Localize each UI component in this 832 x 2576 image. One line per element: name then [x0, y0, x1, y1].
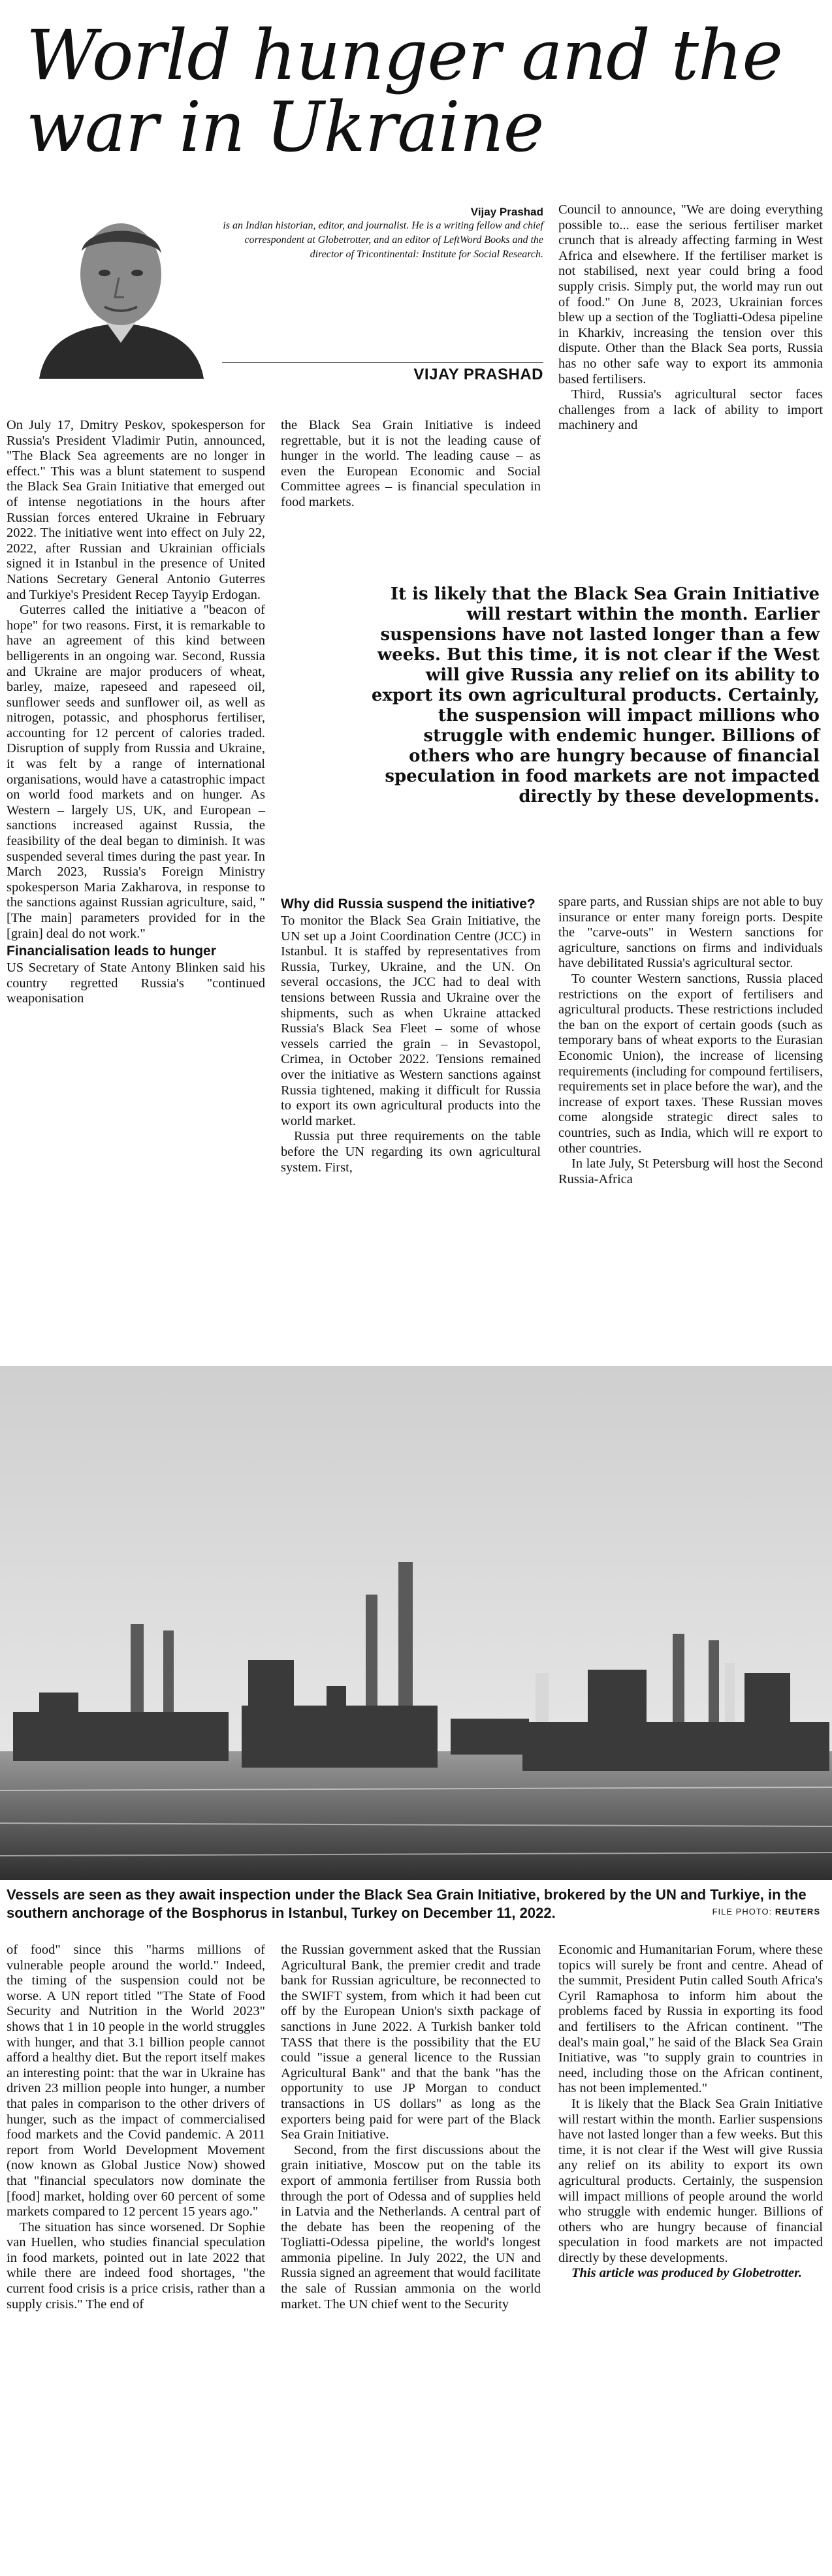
- paragraph: Economic and Humanitarian Forum, where these topics will surely be front and centre. Ahead of the summit, President Putin called South Africa's Cyril Ramaphosa to inform him about the problems faced by Russia in exporting its food and fertilisers to the African continent. "The deal's main goal," he said of the Black Sea Grain Initiative, was "to supply grain to countries in need, including those on the African continent, has not been implemented.": [558, 1943, 823, 2096]
- photo-credit: [712, 1907, 820, 1916]
- paragraph: It is likely that the Black Sea Grain Initiative will restart within the month. Earlier suspensions have not lasted longer than a few weeks. But this time, it is not clear if the West will give Russia any relief on its ability to export its own agricultural products. Certainly, the suspension will impact millions of people around the world who struggle with endemic hunger. Billions of others who are hungry because of financial speculation in food markets are not impacted directly by these developments.: [558, 2096, 823, 2265]
- column-1: [7, 418, 265, 1007]
- byline: VIJAY PRASHAD: [413, 366, 543, 383]
- paragraph: Third, Russia's agricultural sector faces challenges from a lack of ability to import machinery and: [558, 387, 823, 433]
- news-photo: [0, 1366, 832, 1880]
- paragraph: the Black Sea Grain Initiative is indeed regrettable, but it is not the leading cause of hunger in the world. The leading cause – as even the European Economic and Social Committee agrees – is financial speculation in food markets.: [281, 418, 541, 509]
- column-2-bottom: [281, 895, 541, 1175]
- pull-quote: It is likely that the Black Sea Grain Initiative will restart within the month. Earlier suspensions have not lasted longer than a few weeks. But this time, it is not clear if the West will give Russia any relief on its ability to export its own agricultural products. Certainly, the suspension will impact millions who struggle with endemic hunger. Billions of others who are hungry because of financial speculation in food markets are not impacted directly by these developments.: [371, 584, 820, 806]
- paragraph: the Russian government asked that the Russian Agricultural Bank, the premier credit and trade bank for Russian agriculture, be reconnected to the SWIFT system, from which it had been cut off by the European Union's sixth package of sanctions in June 2022. A Turkish banker told TASS that there is the possibility that the EU could "issue a general licence to the Russian Agricultural Bank" and that the bank "has the opportunity to use JP Morgan to conduct transactions in US dollars" as long as the exporters being paid for were part of the Black Sea Grain Initiative.: [281, 1943, 541, 2142]
- author-bio: is an Indian historian, editor, and journalist. He is a writing fellow and chief correspondent at Globetrotter, and an editor of LeftWord Books and the director of Tricontinental: Institute for Social Research.: [223, 220, 543, 260]
- column-4: [7, 1943, 265, 2312]
- paragraph: To counter Western sanctions, Russia placed restrictions on the export of fertilisers and agricultural products. These restrictions included the ban on the export of certain goods (such as temporary bans of wheat exports to the Eurasian Economic Union), the increase of licensing requirements (including for compound fertilisers, requirements set in place before the war), and the increase of export taxes. These Russian moves come alongside strategic direct sales to countries, such as India, which will re export to other countries.: [558, 971, 823, 1156]
- photo-caption: Vessels are seen as they await inspection under the Black Sea Grain Initiative, brokered by the UN and Turkiye, in the southern anchorage of the Bosphorus in Istanbul, Turkey on December 11, 2022.: [7, 1886, 807, 1921]
- byline-divider: [222, 362, 543, 363]
- paragraph: spare parts, and Russian ships are not able to buy insurance or enter many foreign ports. Despite the "carve-outs" in Western sanctions for agriculture, sanctions on firms and individuals have debilitated Russia's agricultural sector.: [558, 895, 823, 971]
- author-info: [222, 206, 543, 262]
- subheading: Why did Russia suspend the initiative?: [281, 897, 536, 912]
- column-2-top: [281, 418, 541, 511]
- column-5: [281, 1943, 541, 2312]
- end-note: This article was produced by Globetrotter.: [571, 2266, 803, 2281]
- paragraph: On July 17, Dmitry Peskov, spokesperson for Russia's President Vladimir Putin, announced, "The Black Sea agreements are no longer in effect." This was a blunt statement to suspend the Black Sea Grain Initiative that emerged out of intense negotiations in the hours after Russian forces entered Ukraine in February 2022. The initiative went into effect on July 22, 2022, after Russian and Ukrainian officials signed it in Istanbul in the presence of United Nations Secretary General Antonio Guterres and Turkiye's President Recep Tayyip Erdogan.: [7, 418, 265, 602]
- paragraph: The situation has since worsened. Dr Sophie van Huellen, who studies financial speculation in food markets, pointed out in late 2022 that while there are indeed food shortages, "the current food crisis is a price crisis, rather than a supply crisis." The end of: [7, 2219, 265, 2312]
- credit-label: FILE PHOTO:: [712, 1907, 773, 1916]
- column-3-top: [558, 202, 823, 434]
- paragraph: Council to announce, "We are doing everything possible to... ease the serious fertiliser market crunch that is already affecting farming in West Africa and elsewhere. If the fertiliser market is not stabilised, next year could bring a food supply crisis. Simply put, the world may run out of food." On June 8, 2023, Ukrainian forces blew up a section of the Togliatti-Odesa pipeline in Kharkiv, increasing the tension over this dispute. Other than the Black Sea ports, Russia has no other safe way to export its ammonia based fertilisers.: [558, 202, 823, 387]
- paragraph: Second, from the first discussions about the grain initiative, Moscow put on the table its export of ammonia fertiliser from Russia both through the port of Odessa and of supplies held in Latvia and the Netherlands. A central part of the debate has been the reopening of the Togliatti-Odessa pipeline, the world's longest ammonia pipeline. In July 2022, the UN and Russia signed an agreement that would facilitate the sale of Russian ammonia on the world market. The UN chief went to the Security: [281, 2142, 541, 2312]
- paragraph: In late July, St Petersburg will host the Second Russia-Africa: [558, 1156, 823, 1186]
- author-portrait: [26, 189, 216, 379]
- column-3-bottom: [558, 895, 823, 1187]
- column-6: [558, 1943, 823, 2282]
- paragraph: US Secretary of State Antony Blinken said his country regretted Russia's "continued weaponisation: [7, 961, 265, 1006]
- paragraph: of food" since this "harms millions of vulnerable people around the world." Indeed, the timing of the suspension could not be worse. A UN report titled "The State of Food Security and Nutrition in the World 2023" shows that 1 in 10 people in the world struggles with hunger, and that 3.1 billion people cannot afford a healthy diet. But the report itself makes an interesting point: that the war in Ukraine has driven 23 million people into hunger, a number that pales in comparison to the other drivers of hunger, such as the impact of commercialised food markets and the Covid pandemic. A 2011 report from World Development Movement (now known as Global Justice Now) showed that "financial speculators now dominate the [food] market, holding over 60 percent of some markets compared to 12 percent 15 years ago.": [7, 1943, 265, 2219]
- headline: World hunger and the war in Ukraine: [26, 15, 783, 167]
- paragraph: Russia put three requirements on the table before the UN regarding its own agricultural system. First,: [281, 1129, 541, 1175]
- paragraph: To monitor the Black Sea Grain Initiative, the UN set up a Joint Coordination Centre (JCC) in Istanbul. It is staffed by representatives from Russia, Turkey, Ukraine, and the UN. On several occasions, the JCC had to deal with tensions between Russia and Ukraine over the shipments, such as when Ukraine attacked Russia's Black Sea Fleet – some of whose vessels carried the grain – in Sevastopol, Crimea, in October 2022. Tensions remained over the initiative as Western sanctions against Russia tightened, making it difficult for Russia to export its own agricultural products into the world market.: [281, 914, 541, 1128]
- subheading: Financialisation leads to hunger: [7, 944, 216, 959]
- paragraph: Guterres called the initiative a "beacon of hope" for two reasons. First, it is remarkable to have an agreement of this kind between belligerents in an ongoing war. Second, Russia and Ukraine are major producers of wheat, barley, maize, rapeseed and rapeseed oil, sunflower seeds and sunflower oil, as well as nitrogen, potassic, and phosphorus fertiliser, accounting for 12 percent of calories traded. Disruption of supply from Russia and Ukraine, it was felt by a range of international organisations, would have a catastrophic impact on world food markets and on hunger. As Western – largely US, UK, and European – sanctions increased against Russia, the feasibility of the deal began to diminish. It was suspended several times during the past year. In March 2023, Russia's Foreign Ministry spokesperson Maria Zakharova, in response to the sanctions against Russian agriculture, said, "[The main] parameters provided for in the [grain] deal do not work.": [7, 603, 265, 941]
- author-name: Vijay Prashad: [470, 206, 543, 218]
- credit-source: REUTERS: [775, 1907, 820, 1916]
